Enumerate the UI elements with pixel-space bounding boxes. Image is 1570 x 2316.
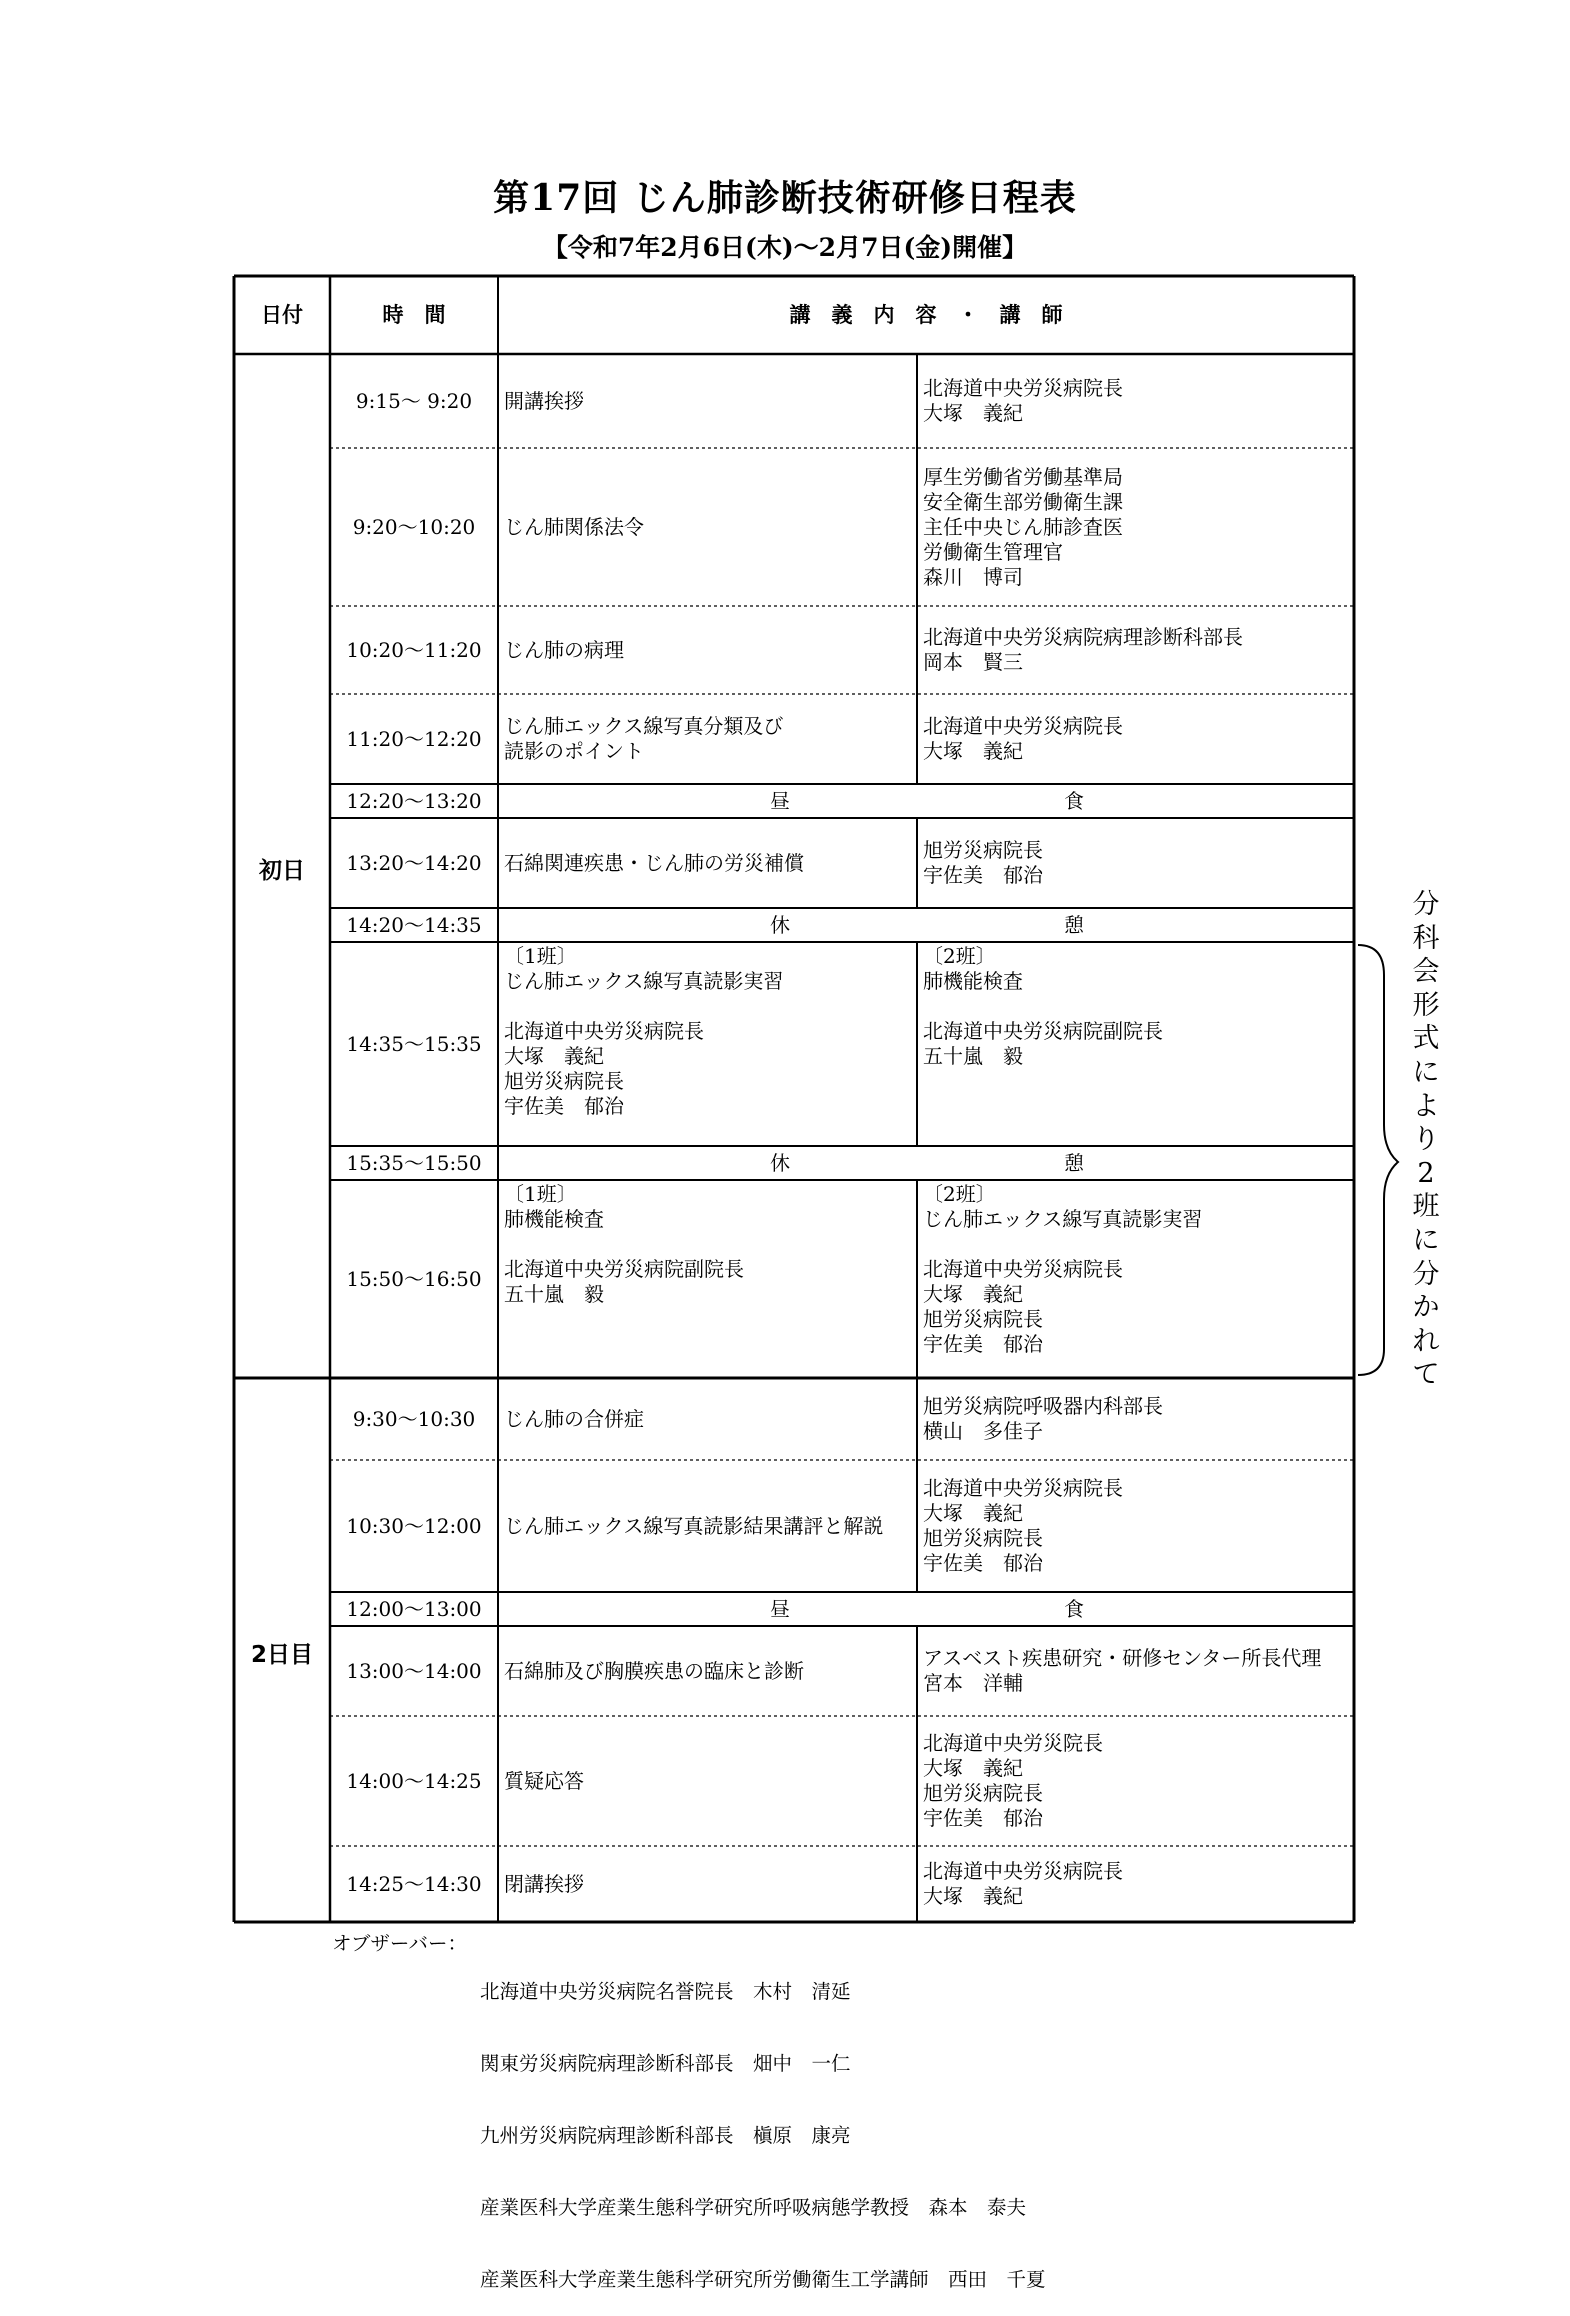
side-note-char: 科 <box>1412 922 1440 954</box>
group-brace <box>1358 945 1398 1375</box>
lecturer-cell: 旭労災病院長 宇佐美 郁治 <box>923 838 1043 887</box>
observer-line: 産業医科大学産業生態科学研究所労働衛生工学講師 西田 千夏 <box>480 2268 1046 2291</box>
time-cell: 14:25～14:30 <box>346 1872 482 1896</box>
observers-label: オブザーバー： <box>332 1932 467 1955</box>
header-content: 講 義 内 容 ・ 講 師 <box>789 303 1063 327</box>
time-cell: 15:35～15:50 <box>346 1151 482 1175</box>
break-right: 食 <box>1064 789 1084 813</box>
side-note-char: に <box>1412 1056 1440 1088</box>
page-title: 第17回 じん肺診断技術研修日程表 <box>493 177 1077 219</box>
page-subtitle: 【令和7年2月6日(木)～2月7日(金)開催】 <box>542 233 1028 262</box>
side-note-char: 分 <box>1412 1258 1440 1290</box>
side-note-char: 班 <box>1412 1191 1440 1223</box>
lecturer-cell: 〔2班〕 肺機能検査 北海道中央労災病院副院長 五十嵐 毅 <box>923 944 1163 1068</box>
side-note-char: り <box>1412 1124 1440 1156</box>
observer-line: 九州労災病院病理診断科部長 槇原 康亮 <box>480 2124 851 2147</box>
topic-cell: 石綿関連疾患・じん肺の労災補償 <box>504 850 804 875</box>
side-note-char: か <box>1412 1292 1440 1324</box>
time-cell: 13:00～14:00 <box>346 1659 482 1683</box>
topic-cell: 〔1班〕 じん肺エックス線写真読影実習 北海道中央労災病院長 大塚 義紀 旭労災病院長 宇佐美 郁治 <box>504 944 784 1118</box>
topic-cell: じん肺関係法令 <box>504 514 644 539</box>
topic-cell: じん肺の合併症 <box>504 1406 644 1431</box>
lecturer-cell: 北海道中央労災院長 大塚 義紀 旭労災病院長 宇佐美 郁治 <box>923 1731 1103 1830</box>
topic-cell: 石綿肺及び胸膜疾患の臨床と診断 <box>504 1658 804 1683</box>
time-cell: 13:20～14:20 <box>346 851 482 875</box>
time-cell: 14:00～14:25 <box>346 1769 482 1793</box>
lecturer-cell: 厚生労働省労働基準局 安全衛生部労働衛生課 主任中央じん肺診査医 労働衛生管理官 森川 博司 <box>923 464 1123 589</box>
side-note-char: 形 <box>1412 989 1440 1021</box>
time-cell: 10:30～12:00 <box>346 1514 482 1538</box>
day-label: 初日 <box>259 858 305 884</box>
lecturer-cell: 北海道中央労災病院長 大塚 義紀 旭労災病院長 宇佐美 郁治 <box>923 1476 1123 1575</box>
side-note-char: 2 <box>1417 1157 1435 1189</box>
break-left: 休 <box>770 913 790 937</box>
topic-cell: じん肺エックス線写真読影結果講評と解説 <box>504 1513 884 1538</box>
side-note-char: 分 <box>1412 889 1440 920</box>
lecturer-cell: 旭労災病院呼吸器内科部長 横山 多佳子 <box>923 1394 1163 1443</box>
break-left: 昼 <box>770 1597 790 1621</box>
observer-line: 産業医科大学産業生態科学研究所呼吸病態学教授 森本 泰夫 <box>480 2196 1027 2219</box>
time-cell: 15:50～16:50 <box>346 1267 482 1291</box>
side-note-char: よ <box>1412 1090 1440 1122</box>
side-note-char: に <box>1412 1224 1440 1256</box>
topic-cell: じん肺エックス線写真分類及び 読影のポイント <box>504 714 784 763</box>
time-cell: 11:20～12:20 <box>346 727 482 751</box>
header-time: 時 間 <box>382 303 446 327</box>
side-note-char: れ <box>1412 1325 1440 1357</box>
time-cell: 10:20～11:20 <box>346 638 482 662</box>
lecturer-cell: アスベスト疾患研究・研修センター所長代理 宮本 洋輔 <box>923 1646 1322 1695</box>
time-cell: 14:35～15:35 <box>346 1032 482 1056</box>
observers-list <box>480 1932 1046 2316</box>
header-date: 日付 <box>261 303 303 327</box>
lecturer-cell: 〔2班〕 じん肺エックス線写真読影実習 北海道中央労災病院長 大塚 義紀 旭労災病院長 宇佐美 郁治 <box>923 1182 1203 1356</box>
time-cell: 12:00～13:00 <box>346 1597 482 1621</box>
topic-cell: 開講挨拶 <box>504 388 584 413</box>
break-right: 食 <box>1064 1597 1084 1621</box>
side-note-char: 会 <box>1412 956 1440 988</box>
day-label: 2日目 <box>250 1642 313 1668</box>
lecturer-cell: 北海道中央労災病院長 大塚 義紀 <box>923 376 1123 425</box>
side-note-char: て <box>1412 1359 1440 1391</box>
time-cell: 9:30～10:30 <box>352 1407 476 1431</box>
time-cell: 12:20～13:20 <box>346 789 482 813</box>
side-note <box>1406 888 1446 1392</box>
observer-line: 関東労災病院病理診断科部長 畑中 一仁 <box>480 2052 851 2075</box>
time-cell: 14:20～14:35 <box>346 913 482 937</box>
topic-cell: 質疑応答 <box>504 1768 584 1793</box>
side-note-char: 式 <box>1412 1023 1440 1055</box>
topic-cell: 〔1班〕 肺機能検査 北海道中央労災病院副院長 五十嵐 毅 <box>504 1182 744 1306</box>
lecturer-cell: 北海道中央労災病院長 大塚 義紀 <box>923 1859 1123 1908</box>
lecturer-cell: 北海道中央労災病院長 大塚 義紀 <box>923 714 1123 763</box>
break-right: 憩 <box>1064 1151 1084 1175</box>
topic-cell: じん肺の病理 <box>504 637 624 662</box>
break-left: 昼 <box>770 789 790 813</box>
break-left: 休 <box>770 1151 790 1175</box>
observer-line: 北海道中央労災病院名誉院長 木村 清延 <box>480 1980 851 2003</box>
time-cell: 9:15～ 9:20 <box>355 389 473 413</box>
time-cell: 9:20～10:20 <box>352 515 476 539</box>
lecturer-cell: 北海道中央労災病院病理診断科部長 岡本 賢三 <box>923 625 1243 674</box>
break-right: 憩 <box>1064 913 1084 937</box>
topic-cell: 閉講挨拶 <box>504 1871 584 1896</box>
